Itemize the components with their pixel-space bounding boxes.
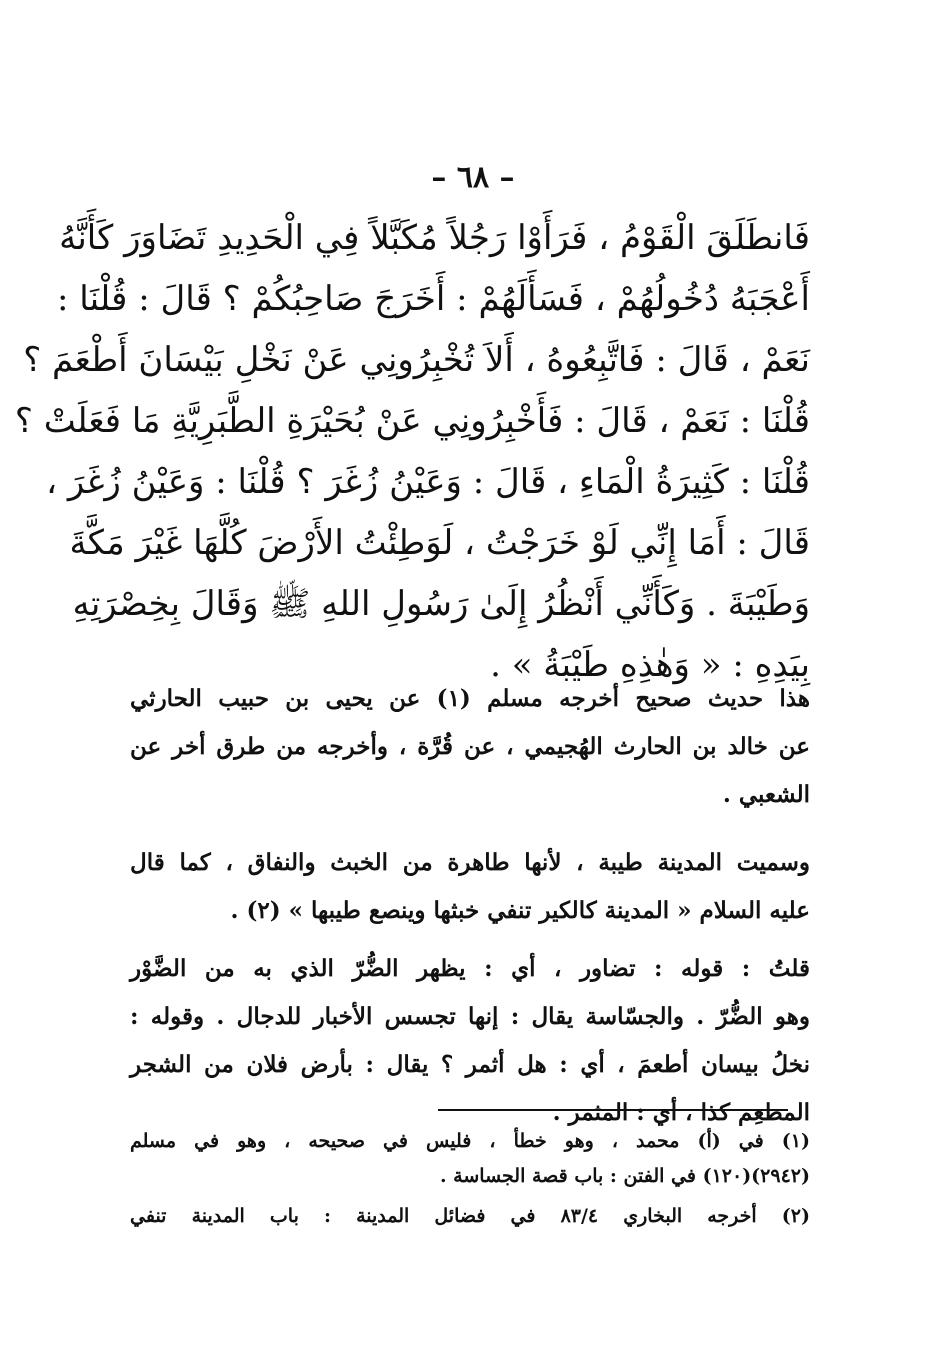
commentary-line: وسميت المدينة طيبة ، لأنها طاهرة من الخبث والنفاق ، كما قال	[130, 849, 810, 876]
hadith-line: أَعْجَبَهُ دُخُولُهُمْ ، فَسَأَلَهُمْ : أَخَرَجَ صَاحِبُكُمْ ؟ قَالَ : قُلْنَا :	[57, 279, 810, 319]
hadith-line: وَطَيْبَةَ . وَكَأَنِّي أَنْظُرُ إِلَىٰ رَسُولِ اللهِ ﷺ وَقَالَ بِخِصْرَتِهِ	[72, 584, 810, 624]
footnote-line: (١) في (أ) محمد ، وهو خطأ ، فليس في صحيحه ، وهو في مسلم	[130, 1130, 810, 1152]
hadith-line: قَالَ : أَمَا إِنِّي لَوْ خَرَجْتُ ، لَوَطِئْتُ الأَرْضَ كُلَّهَا غَيْرَ مَكَّةَ	[69, 523, 810, 563]
footnote-divider	[438, 1109, 788, 1111]
commentary-text	[130, 675, 810, 1137]
footnote-2	[130, 1199, 810, 1234]
footnote-1	[130, 1124, 810, 1194]
commentary-line: الشعبي .	[722, 781, 810, 808]
hadith-line: قُلْنَا : نَعَمْ ، قَالَ : فَأَخْبِرُونِي عَنْ بُحَيْرَةِ الطَّبَرِيَّةِ مَا فَعَلَتْ ؟	[14, 401, 810, 441]
commentary-line: نخلُ بيسان أطعمَ ، أي : هل أثمر ؟ يقال : بأرض فلان من الشجر	[130, 1051, 810, 1078]
footnote-line: (٢) أخرجه البخاري ٨٣/٤ في فضائل المدينة : باب المدينة تنفي	[130, 1205, 810, 1227]
hadith-line: فَانطَلَقَ الْقَوْمُ ، فَرَأَوْا رَجُلاً مُكَبَّلاً فِي الْحَدِيدِ تَضَاوَرَ كَأَنَّهُ	[59, 218, 810, 258]
hadith-text	[14, 208, 810, 696]
footnotes	[130, 1124, 810, 1234]
commentary-paragraph-taybah	[130, 839, 810, 935]
commentary-paragraph-takhrij	[130, 675, 810, 819]
commentary-line: وهو الضُّرّ . والجسّاسة يقال : إنها تجسس الأخبار للدجال . وقوله :	[130, 1003, 810, 1030]
commentary-line: عليه السلام « المدينة كالكير تنفي خبثها وينصع طيبها » (٢) .	[230, 897, 810, 924]
commentary-line: عن خالد بن الحارث الهُجيمي ، عن قُرَّة ، وأخرجه من طرق أخر عن	[130, 733, 810, 760]
hadith-line: نَعَمْ ، قَالَ : فَاتَّبِعُوهُ ، أَلاَ تُخْبِرُونِي عَنْ نَخْلِ بَيْسَانَ أَطْعَمَ ؟	[23, 340, 810, 380]
commentary-line: المطعِم كذا ، أي : المثمر .	[552, 1099, 810, 1126]
hadith-line: قُلْنَا : كَثِيرَةُ الْمَاءِ ، قَالَ : وَعَيْنُ زُغَرَ ؟ قُلْنَا : وَعَيْنُ زُغَرَ ،	[46, 462, 810, 502]
page-number: – ٦٨ –	[431, 160, 515, 195]
commentary-line: قلتُ : قوله : تضاور ، أي : يظهر الضُّرّ الذي به من الضَّوْر	[130, 955, 810, 982]
commentary-line: هذا حديث صحيح أخرجه مسلم (١) عن يحيى بن حبيب الحارثي	[130, 685, 810, 712]
hadith-line: بِيَدِهِ : « وَهٰذِهِ طَيْبَةُ » .	[490, 645, 810, 685]
footnote-line: (٢٩٤٢)(١٢٠) في الفتن : باب قصة الجساسة .	[439, 1165, 810, 1187]
